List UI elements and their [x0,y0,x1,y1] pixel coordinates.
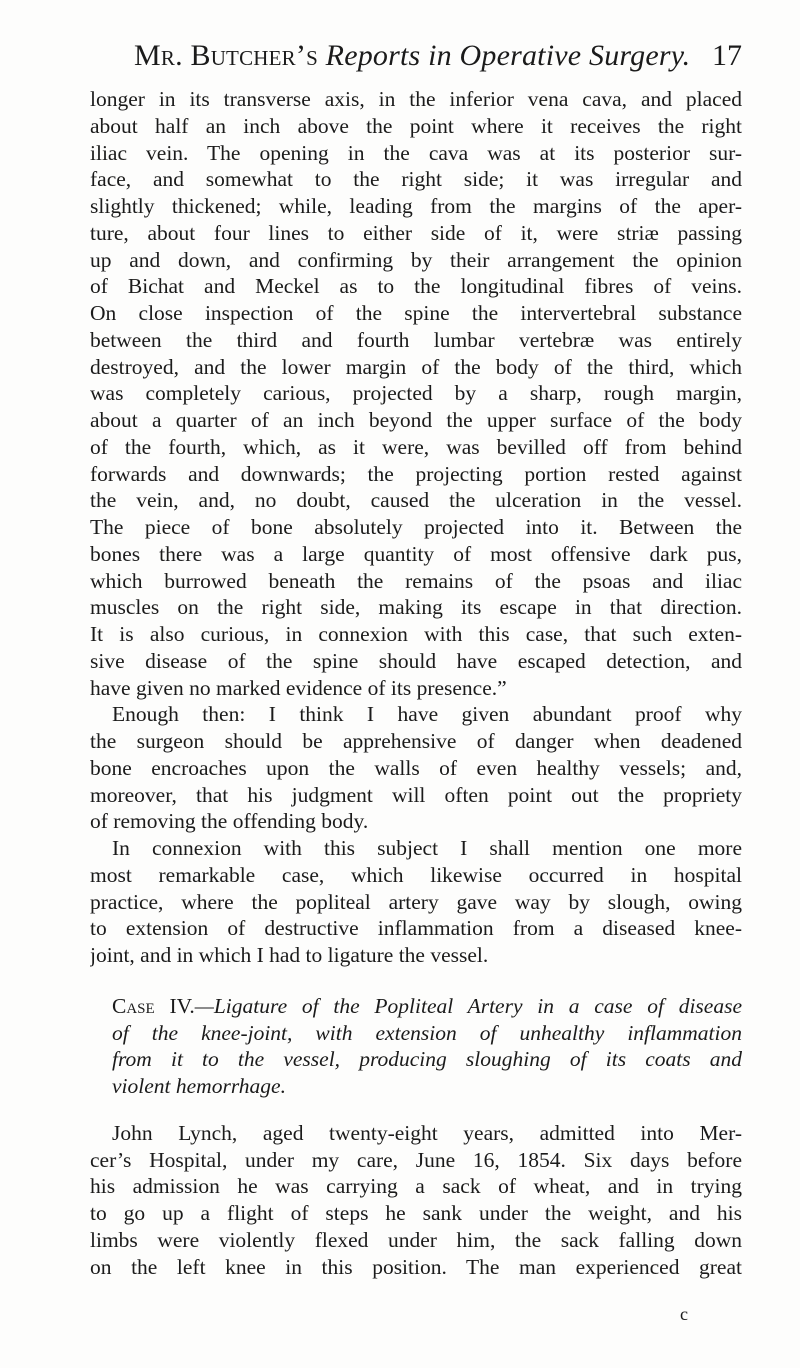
text-line: the surgeon should be apprehensive of danger when deadened [90,729,742,753]
text-line: sive disease of the spine should have escaped detection, and [90,648,742,673]
text-line: destroyed, and the lower margin of the body of the third, which [90,354,742,379]
text-line: about a quarter of an inch beyond the upper surface of the body [90,408,742,432]
page-number: 17 [712,39,742,72]
text-line: of Bichat and Meckel as to the longitudinal fibres of veins. [90,274,742,299]
text-line: up and down, and confirming by their arrangement the opinion [90,247,742,272]
text-line: longer in its transverse axis, in the inferior vena cava, and placed [90,87,742,111]
text-line: joint, and in which I had to ligature the vessel. [90,943,489,967]
text-line: muscles on the right side, making its escape in that direction. [90,595,742,620]
running-head-italic-title: Reports in Operative Surgery. [325,39,691,72]
text-line: bones there was a large quantity of most offensive dark pus, [90,541,742,566]
text-line: the vein, and, no doubt, caused the ulceration in the vessel. [90,488,742,513]
case-heading-line: of the knee-joint, with extension of unhealthy inflammation [112,1020,742,1045]
text-line: his admission he was carrying a sack of wheat, and in trying [90,1174,742,1199]
spacer [90,1100,742,1120]
text-line: was completely carious, projected by a sharp, rough margin, [90,381,742,406]
paragraph-1 [90,86,742,701]
text-line: In connexion with this subject I shall mention one more [112,836,742,860]
text-line: On close inspection of the spine the intervertebral substance [90,301,742,325]
text-line: ture, about four lines to either side of it, were striæ passing [90,220,742,245]
case-label: Case IV. [112,993,195,1018]
text-line: forwards and downwards; the projecting portion rested against [90,461,742,486]
text-line: have given no marked evidence of its presence.” [90,675,507,700]
case-heading-line: violent hemorrhage. [112,1074,286,1098]
text-line: John Lynch, aged twenty-eight years, admitted into Mer- [112,1120,742,1145]
text-line: to extension of destructive inflammation from a diseased knee- [90,916,742,941]
text-line: between the third and fourth lumbar vertebræ was entirely [90,327,742,352]
text-line: to go up a flight of steps he sank under the weight, and his [90,1201,742,1225]
signature-mark: c [680,1304,688,1324]
case-heading [90,993,742,1100]
text-line: bone encroaches upon the walls of even healthy vessels; and, [90,755,742,780]
case-heading-line [90,993,742,1020]
text-line: limbs were violently flexed under him, the sack falling down [90,1227,742,1252]
case-heading-line: from it to the vessel, producing sloughing of its coats and [112,1047,742,1072]
text-line: moreover, that his judgment will often point out the propriety [90,782,742,807]
paragraph-2 [90,701,742,835]
paragraph-3 [90,835,742,969]
text-line: which burrowed beneath the remains of the psoas and iliac [90,568,742,593]
text-line: about half an inch above the point where it receives the right [90,113,742,138]
text-line: iliac vein. The opening in the cava was at its posterior sur- [90,140,742,165]
text-line: Enough then: I think I have given abundant proof why [112,702,742,727]
text-line: of removing the offending body. [90,809,369,834]
text-line: on the left knee in this position. The man experienced great [90,1254,742,1279]
paragraph-4 [90,1120,742,1281]
running-head [134,36,742,76]
text-line: cer’s Hospital, under my care, June 16, 1854. Six days before [90,1147,742,1172]
text-line: of the fourth, which, as it were, was bevilled off from behind [90,434,742,459]
text-line: face, and somewhat to the right side; it was irregular and [90,167,742,192]
text-line: It is also curious, in connexion with this case, that such exten- [90,622,742,646]
body-text [90,86,742,1280]
text-line: slightly thickened; while, leading from the margins of the aper- [90,194,742,218]
running-head-title [134,36,690,76]
text-line: practice, where the popliteal artery gave way by slough, owing [90,889,742,914]
running-head-author: Mr. Butcher’s [134,39,326,72]
text-line: most remarkable case, which likewise occurred in hospital [90,862,742,887]
text-line: The piece of bone absolutely projected into it. Between the [90,515,742,539]
case-heading-title: —Ligature of the Popliteal Artery in a case of disease [194,993,742,1018]
